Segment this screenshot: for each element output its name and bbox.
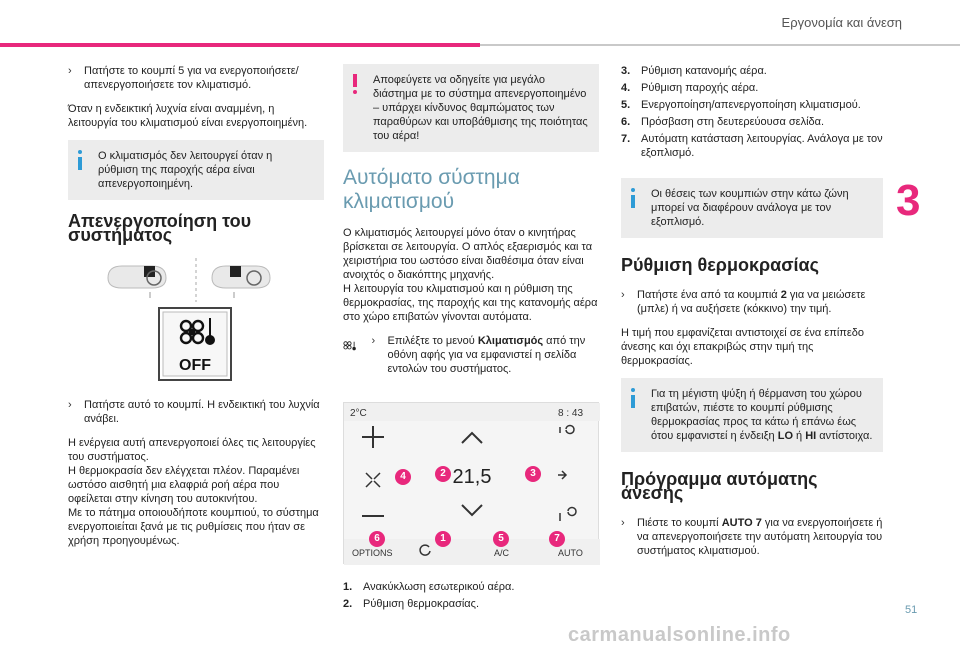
info-icon — [78, 150, 82, 170]
callout-badge: 4 — [395, 469, 411, 485]
list-item: 5. Ενεργοποίηση/απενεργοποίηση κλιματισμού. — [621, 99, 861, 111]
paragraph: Όταν η ενδεικτική λυχνία είναι αναμμένη, η λειτουργία του κλιματισμού είναι ενεργοποιημένη. — [68, 103, 308, 129]
instruction-text: από την οθόνη αφής για να εμφανιστεί η σελίδα εντολών του συστήματος. — [387, 335, 586, 375]
info-icon — [631, 388, 635, 408]
instruction-text: Επιλέξτε το μενού — [387, 335, 478, 347]
info-note — [621, 378, 883, 452]
off-button-illustration — [68, 258, 324, 386]
section-heading: Απενεργοποίηση του συστήματος — [68, 211, 252, 245]
temperature-value: 21,5 — [452, 466, 492, 488]
warning-text: Αποφεύγετε να οδηγείτε για μεγάλο διάστημα με το σύστημα απενεργοποιημένο – υπάρχει κίνδυνος θαμπώματος των παραθύρων και υποβάθμισης της ποιότητας του αέρα! — [373, 74, 588, 142]
touchscreen-illustration — [343, 402, 599, 564]
list-item: 6. Πρόσβαση στη δευτερεύουσα σελίδα. — [621, 116, 825, 128]
left-zone-icon — [108, 266, 166, 298]
menu-instruction — [343, 334, 599, 376]
note-text: Οι θέσεις των κουμπιών στην κάτω ζώνη μπορεί να διαφέρουν ανάλογα με τον εξοπλισμό. — [651, 188, 849, 228]
info-note — [621, 178, 883, 238]
bullet-arrow-icon: › — [68, 65, 72, 77]
callout-badge: 5 — [493, 531, 509, 547]
instruction-text: Πατήστε το κουμπί 5 για να ενεργοποιήσετε/ απενεργοποιήσετε τον κλιματισμό. — [84, 65, 299, 91]
climate-menu-icon — [343, 334, 358, 358]
bullet-arrow-icon: › — [68, 399, 72, 411]
menu-name: Κλιματισμός — [477, 335, 544, 347]
watermark: carmanualsonline.info — [568, 624, 791, 646]
note-text: Ο κλιματισμός δεν λειτουργεί όταν η ρύθμιση της παροχής αέρα είναι απενεργοποιημένη. — [98, 150, 273, 190]
callout-badge: 3 — [525, 466, 541, 482]
auto-button: AUTO — [558, 548, 583, 558]
dashboard-off-button-figure — [68, 258, 324, 386]
section-heading — [343, 166, 599, 214]
instruction-bullet — [68, 64, 324, 92]
temp-up-icon — [462, 433, 482, 443]
page-number: 51 — [905, 604, 918, 616]
list-item: 1. Ανακύκλωση εσωτερικού αέρα. — [343, 581, 515, 593]
info-note — [68, 140, 324, 200]
callout-list — [621, 64, 883, 160]
chapter-number: 3 — [896, 176, 921, 225]
section-heading: Ρύθμιση θερμοκρασίας — [621, 255, 819, 275]
instruction-text: Πατήστε αυτό το κουμπί. Η ενδεικτική του λυχνία ανάβει. — [84, 399, 320, 425]
outside-temperature: 2°C — [350, 408, 367, 419]
header-accent-bar — [0, 43, 480, 47]
section-title: Εργονομία και άνεση — [781, 15, 902, 30]
section-heading: Πρόγραμμα αυτόματης άνεσης — [621, 469, 818, 503]
paragraph: Η τιμή που εμφανίζεται αντιστοιχεί σε ένα επίπεδο άνεσης και όχι επακριβώς στην τιμή της θερμοκρασίας. — [621, 327, 865, 367]
fan-icon — [366, 473, 380, 487]
list-item: 3. Ρύθμιση κατανομής αέρα. — [621, 65, 767, 77]
right-zone-icon — [212, 266, 270, 298]
callout-list — [343, 580, 599, 611]
callout-badge: 2 — [435, 466, 451, 482]
list-item: 2. Ρύθμιση θερμοκρασίας. — [343, 598, 480, 610]
warning-note — [343, 64, 599, 152]
instruction-bullet: › Πιέστε το κουμπί AUTO 7 για να ενεργοποιήσετε ή να απενεργοποιήσετε την αυτόματη λειτουργία του συστήματος κλιματισμού. — [621, 517, 883, 557]
air-distribution-icons — [558, 426, 576, 522]
paragraph: Η θερμοκρασία δεν ελέγχεται πλέον. Παραμένει ωστόσο αισθητή μια ελαφριά ροή αέρα που οφείλεται στην κίνηση του αυτοκινήτου. — [68, 465, 300, 505]
clock: 8 : 43 — [558, 408, 584, 419]
heading-line: Αυτόματο σύστημα — [343, 166, 520, 189]
bullet-arrow-icon: › — [621, 289, 625, 301]
instruction-bullet — [68, 398, 324, 426]
list-item: 7. Αυτόματη κατάσταση λειτουργίας. Ανάλογα με τον εξοπλισμό. — [621, 133, 883, 159]
temp-down-icon — [462, 505, 482, 515]
options-button: OPTIONS — [352, 548, 393, 558]
ac-button: A/C — [494, 548, 510, 558]
column-2 — [343, 64, 599, 619]
header-rule — [480, 44, 960, 46]
column-3 — [621, 64, 883, 568]
paragraph: Ο κλιματισμός λειτουργεί μόνο όταν ο κινητήρας βρίσκεται σε λειτουργία. Ο απλός εξαερισμός και τα χειριστήρια του ωστόσο είναι διαθέσιμα όταν είναι ανοιχτός ο διακόπτης μηχανής. — [343, 227, 593, 281]
callout-badge: 7 — [549, 531, 565, 547]
bullet-arrow-icon: › — [621, 517, 625, 529]
paragraph: Με το πάτημα οποιουδήποτε κουμπιού, το σύστημα ενεργοποιείται ξανά με τις ρυθμίσεις που ήταν σε χρήση προηγουμένως. — [68, 507, 319, 547]
paragraph: Η λειτουργία του κλιματισμού και η ρύθμιση της θερμοκρασίας, της παροχής και της κατανομής αέρα στο χώρο επιβατών γίνονται αυτόματα. — [343, 283, 598, 323]
warning-icon — [353, 74, 357, 94]
note-text: Για τη μέγιστη ψύξη ή θέρμανση του χώρου επιβατών, πιέστε το κουμπί ρύθμισης θερμοκρασίας προς τα κάτω ή επάνω έως ότου εμφανιστεί η ένδειξη LO ή HI αντίστοιχα. — [651, 388, 873, 442]
heading-line: κλιματισμού — [343, 190, 455, 213]
off-label: OFF — [179, 357, 211, 374]
paragraph: Η ενέργεια αυτή απενεργοποιεί όλες τις λειτουργίες του συστήματος. — [68, 437, 316, 463]
list-item: 4. Ρύθμιση παροχής αέρα. — [621, 82, 759, 94]
callout-badge: 1 — [435, 531, 451, 547]
info-icon — [631, 188, 635, 208]
bullet-arrow-icon: › — [371, 335, 376, 347]
column-1 — [68, 64, 324, 558]
callout-badge: 6 — [369, 531, 385, 547]
instruction-bullet: › Πατήστε ένα από τα κουμπιά 2 για να μειώσετε (μπλε) ή να αυξήσετε (κόκκινο) την τιμή. — [621, 289, 866, 315]
